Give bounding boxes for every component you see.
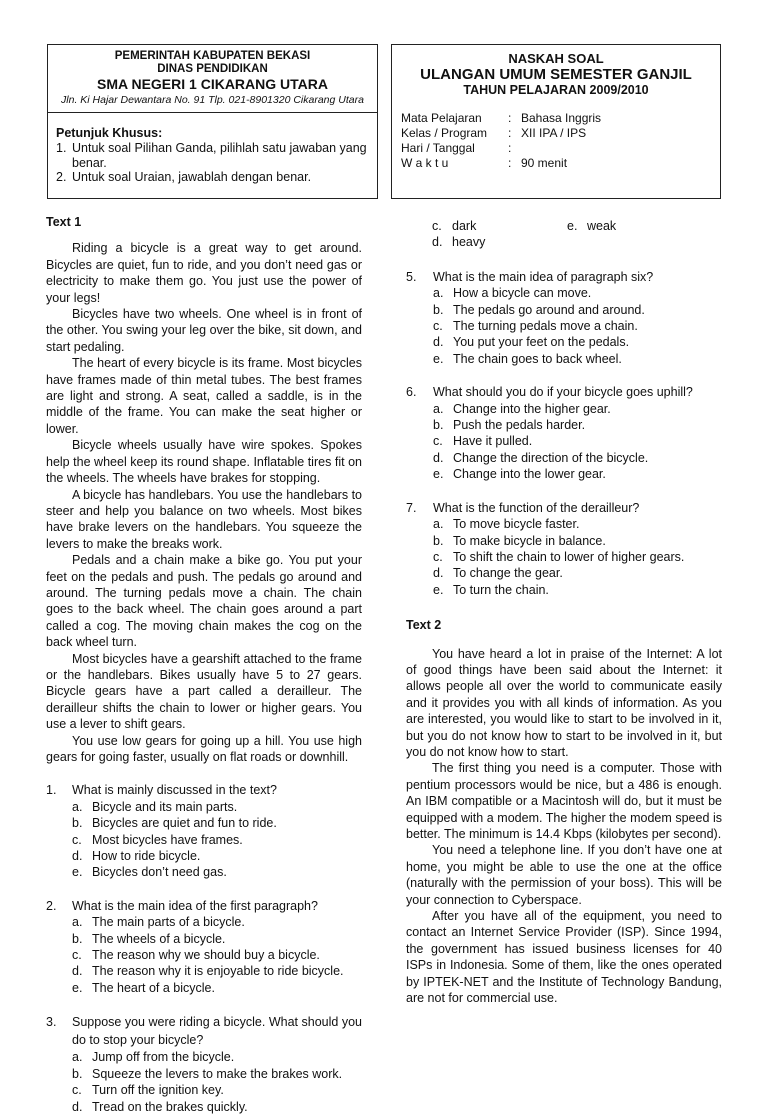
- text1-paragraph: Bicycles have two wheels. One wheel is in front of the other. You swing your leg over the bike, sit down, and start pedaling.: [46, 307, 362, 354]
- text2-paragraph: The first thing you need is a computer. Those with pentium processors would be nice, but a 486 is enough. An IBM compatible or a Macintosh will do, but it must be equipped with a modem. The higher the modem speed is better. The minimum is 14.4 Kbps (kilobytes per second).: [406, 761, 722, 841]
- option-letter: d.: [72, 849, 83, 864]
- question-number: 2.: [46, 898, 57, 913]
- instructions-section: [48, 112, 377, 185]
- text1-paragraph: The heart of every bicycle is its frame. Most bicycles have frames made of thin metal tubes. The best frames are light and strong. A seat, called a saddle, is in the middle of the frame. You can make the seat higher or lower.: [46, 356, 362, 436]
- question-number: 5.: [406, 269, 417, 284]
- option-text: The reason why we should buy a bicycle.: [92, 948, 320, 963]
- question: [406, 269, 722, 285]
- option-letter: e.: [72, 865, 83, 880]
- text2-paragraph: After you have all of the equipment, you need to contact an Internet Service Provider (ISP). Since 1994, the government has issued business licenses for 40 ISPs in Indonesia. Some of them, like the ones operated by IPTEK-NET and the Institute of Technology Bandung, are not for commercial use.: [406, 909, 722, 1006]
- department-line: DINAS PENDIDIKAN: [157, 63, 268, 75]
- info-colon: :: [508, 156, 512, 170]
- option-letter: b.: [433, 302, 444, 317]
- option-letter: c.: [433, 549, 443, 564]
- answer-option: [406, 285, 722, 301]
- option-text: Change into the lower gear.: [453, 467, 606, 482]
- option-letter: b.: [433, 533, 444, 548]
- answer-option: [406, 466, 722, 482]
- info-key: W a k t u: [401, 156, 449, 170]
- instruction-text: Untuk soal Pilihan Ganda, pilihlah satu jawaban yang benar.: [72, 141, 367, 170]
- option-letter: c.: [72, 832, 82, 847]
- info-colon: :: [508, 126, 512, 140]
- option-text: heavy: [452, 235, 486, 250]
- option-text: You put your feet on the pedals.: [453, 335, 630, 350]
- instruction-number: 1.: [56, 141, 67, 155]
- option-letter: e.: [72, 980, 83, 995]
- answer-option: [46, 980, 362, 996]
- option-letter: e.: [433, 582, 444, 597]
- option-letter: a.: [433, 401, 444, 416]
- option-text: Bicycles don’t need gas.: [92, 865, 227, 880]
- answer-option: [406, 533, 722, 549]
- option-letter: c.: [433, 434, 443, 449]
- option-letter: c.: [72, 948, 82, 963]
- question-number: 6.: [406, 385, 417, 400]
- exam-info-row: [401, 111, 720, 126]
- option-letter: c.: [72, 1083, 82, 1098]
- question-text: What is the main idea of paragraph six?: [433, 269, 654, 284]
- question-text: What is the function of the derailleur?: [433, 500, 640, 515]
- answer-option: [406, 401, 722, 417]
- option-letter: a.: [72, 915, 83, 930]
- info-colon: :: [508, 141, 512, 155]
- option-text: To change the gear.: [453, 566, 563, 581]
- option-text: Most bicycles have frames.: [92, 832, 243, 847]
- option-letter: b.: [72, 931, 83, 946]
- answer-option: [406, 302, 722, 318]
- info-value: 90 menit: [521, 156, 568, 170]
- answer-option: [406, 433, 722, 449]
- exam-info-table: [392, 98, 720, 171]
- option-text: How a bicycle can move.: [453, 286, 592, 301]
- question-text: What is the main idea of the first paragraph?: [72, 898, 318, 913]
- school-header-box: [47, 44, 378, 199]
- text2-paragraph: You need a telephone line. If you don’t have one at home, you might be able to use the one at the office (naturally with the permission of your boss). This will be your connection to Cyberspace.: [406, 843, 722, 907]
- answer-option: [406, 334, 722, 350]
- instruction-item: [56, 170, 367, 185]
- question-number: 3.: [46, 1015, 57, 1030]
- option-letter: d.: [433, 450, 444, 465]
- answer-option: [46, 963, 362, 979]
- option-text: To make bicycle in balance.: [453, 533, 606, 548]
- option-text: weak: [587, 219, 617, 233]
- option-text: Change into the higher gear.: [453, 401, 611, 416]
- right-column: [406, 218, 722, 1006]
- option-text: Change the direction of the bicycle.: [453, 450, 649, 465]
- text2-paragraph: You have heard a lot in praise of the Internet: A lot of good things have been said about the Internet: it allows people all over the world to communicate easily and it provides you with all kinds of information. As you are interested, you would like to start to be involved in it, but you do not know how to start to be involved in it, but you do not know how to start.: [406, 646, 722, 759]
- option-letter: d.: [432, 235, 443, 250]
- exam-info-row: [401, 141, 720, 156]
- option-text: Have it pulled.: [453, 434, 533, 449]
- answer-option: [46, 947, 362, 963]
- answer-option: [46, 832, 362, 848]
- answer-option: [46, 931, 362, 947]
- text1-paragraph: Pedals and a chain make a bike go. You put your feet on the pedals and push. The pedals go around and around. The turning pedals move a chain. The chain goes to the back wheel. The chain goes around a part called a cog. The moving chain makes the cog on the back wheel turn.: [46, 553, 362, 650]
- answer-option: [432, 218, 567, 234]
- option-text: Tread on the brakes quickly.: [92, 1099, 248, 1114]
- option-letter: a.: [72, 1050, 83, 1065]
- option-text: How to ride bicycle.: [92, 849, 201, 864]
- option-letter: d.: [433, 566, 444, 581]
- answer-option: [46, 1099, 362, 1115]
- exam-doc-type: NASKAH SOAL: [508, 51, 604, 66]
- question-text: What is mainly discussed in the text?: [72, 783, 277, 798]
- answer-option: [406, 565, 722, 581]
- answer-option: [567, 218, 702, 234]
- question: [406, 384, 722, 400]
- answer-option: [46, 1082, 362, 1098]
- option-text: The pedals go around and around.: [453, 302, 645, 317]
- option-letter: b.: [433, 418, 444, 433]
- option-letter: d.: [72, 964, 83, 979]
- question: [46, 1013, 362, 1049]
- answer-option: [46, 799, 362, 815]
- answer-option: [406, 450, 722, 466]
- answer-option: [46, 864, 362, 880]
- exam-header-box: [391, 44, 721, 199]
- answer-option: [46, 848, 362, 864]
- option-text: The turning pedals move a chain.: [453, 319, 638, 334]
- option-letter: e.: [433, 351, 444, 366]
- answer-option-row: [406, 218, 722, 234]
- option-text: To turn the chain.: [453, 582, 549, 597]
- option-text: The main parts of a bicycle.: [92, 915, 245, 930]
- answer-option: [46, 815, 362, 831]
- option-text: The heart of a bicycle.: [92, 980, 215, 995]
- answer-option: [406, 351, 722, 367]
- option-letter: c.: [433, 319, 443, 334]
- option-text: The wheels of a bicycle.: [92, 931, 226, 946]
- instructions-title: Petunjuk Khusus:: [56, 126, 163, 140]
- option-letter: d.: [72, 1099, 83, 1114]
- question-number: 7.: [406, 500, 417, 515]
- option-letter: b.: [72, 1066, 83, 1081]
- answer-option: [406, 582, 722, 598]
- info-value: Bahasa Inggris: [521, 111, 602, 125]
- info-key: Kelas / Program: [401, 126, 488, 140]
- option-text: Turn off the ignition key.: [92, 1083, 224, 1098]
- option-text: Bicycles are quiet and fun to ride.: [92, 816, 277, 831]
- option-text: Push the pedals harder.: [453, 418, 586, 433]
- info-value: XII IPA / IPS: [521, 126, 587, 140]
- question-text: What should you do if your bicycle goes uphill?: [433, 385, 693, 400]
- info-key: Mata Pelajaran: [401, 111, 482, 125]
- option-letter: e.: [567, 219, 578, 233]
- question: [46, 898, 362, 914]
- option-text: The chain goes to back wheel.: [453, 351, 622, 366]
- text1-heading: Text 1: [46, 215, 82, 229]
- text1-paragraph: Most bicycles have a gearshift attached to the frame or the handlebars. Bikes usually have 5 to 27 gears. Bicycle gears have a part called a derailleur. The derailleur shifts the chain to lower or higher gears. You use a lever to shift gears.: [46, 651, 362, 732]
- option-letter: a.: [433, 286, 444, 301]
- school-letterhead: [48, 45, 377, 107]
- school-address: Jln. Ki Hajar Dewantara No. 91 Tlp. 021-8901320 Cikarang Utara: [61, 94, 364, 106]
- text1-paragraph: Riding a bicycle is a great way to get around. Bicycles are quiet, fun to ride, and you don’t need gas or electricity to make them go. You just use the power of your legs!: [46, 241, 362, 305]
- government-line: PEMERINTAH KABUPATEN BEKASI: [114, 50, 311, 62]
- text1-paragraph: A bicycle has handlebars. You use the handlebars to steer and help you balance on two wheels. Most bikes have brake levers on the handlebars. You squeeze the levers to make the breaks work.: [46, 487, 362, 551]
- answer-option: [46, 1049, 362, 1065]
- answer-option: [406, 549, 722, 565]
- option-text: Squeeze the levers to make the brakes work.: [92, 1066, 343, 1081]
- option-letter: b.: [72, 816, 83, 831]
- answer-option: [46, 1066, 362, 1082]
- option-letter: a.: [72, 799, 83, 814]
- option-text: dark: [452, 219, 477, 233]
- school-name: SMA NEGERI 1 CIKARANG UTARA: [96, 76, 328, 92]
- info-colon: :: [508, 111, 512, 125]
- answer-option-row: [406, 234, 722, 250]
- answer-option: [406, 417, 722, 433]
- left-column: [46, 214, 362, 1115]
- info-key: Hari / Tanggal: [401, 141, 475, 155]
- text1-paragraph: Bicycle wheels usually have wire spokes. Spokes help the wheel keep its round shape. Inflatable tires fit on the wheels. The wheels have brakes for stopping.: [46, 438, 362, 486]
- option-letter: e.: [433, 467, 444, 482]
- option-letter: a.: [433, 517, 444, 532]
- option-text: To shift the chain to lower of higher gears.: [453, 549, 685, 564]
- answer-option: [432, 234, 567, 250]
- option-letter: d.: [433, 335, 444, 350]
- option-letter: c.: [432, 219, 442, 233]
- instruction-text: Untuk soal Uraian, jawablah dengan benar.: [72, 170, 312, 184]
- answer-option: [406, 516, 722, 532]
- option-text: Bicycle and its main parts.: [92, 799, 238, 814]
- question: [46, 782, 362, 798]
- question: [406, 500, 722, 516]
- exam-info-row: [401, 126, 720, 141]
- answer-option: [46, 914, 362, 930]
- option-text: To move bicycle faster.: [453, 517, 580, 532]
- question-number: 1.: [46, 783, 57, 798]
- exam-info-row: [401, 156, 720, 171]
- instruction-number: 2.: [56, 170, 67, 184]
- option-text: Jump off from the bicycle.: [92, 1050, 235, 1065]
- exam-year: TAHUN PELAJARAN 2009/2010: [463, 83, 649, 97]
- instruction-item: [56, 141, 367, 170]
- text2-heading: Text 2: [406, 618, 442, 633]
- option-text: The reason why it is enjoyable to ride bicycle.: [92, 964, 344, 979]
- question-text: Suppose you were riding a bicycle. What should you do to stop your bicycle?: [72, 1015, 362, 1048]
- answer-option: [406, 318, 722, 334]
- exam-title-block: [392, 45, 720, 98]
- text1-paragraph: You use low gears for going up a hill. You use high gears for going faster, usually on flat roads or downhill.: [46, 733, 362, 764]
- exam-title: ULANGAN UMUM SEMESTER GANJIL: [420, 66, 692, 83]
